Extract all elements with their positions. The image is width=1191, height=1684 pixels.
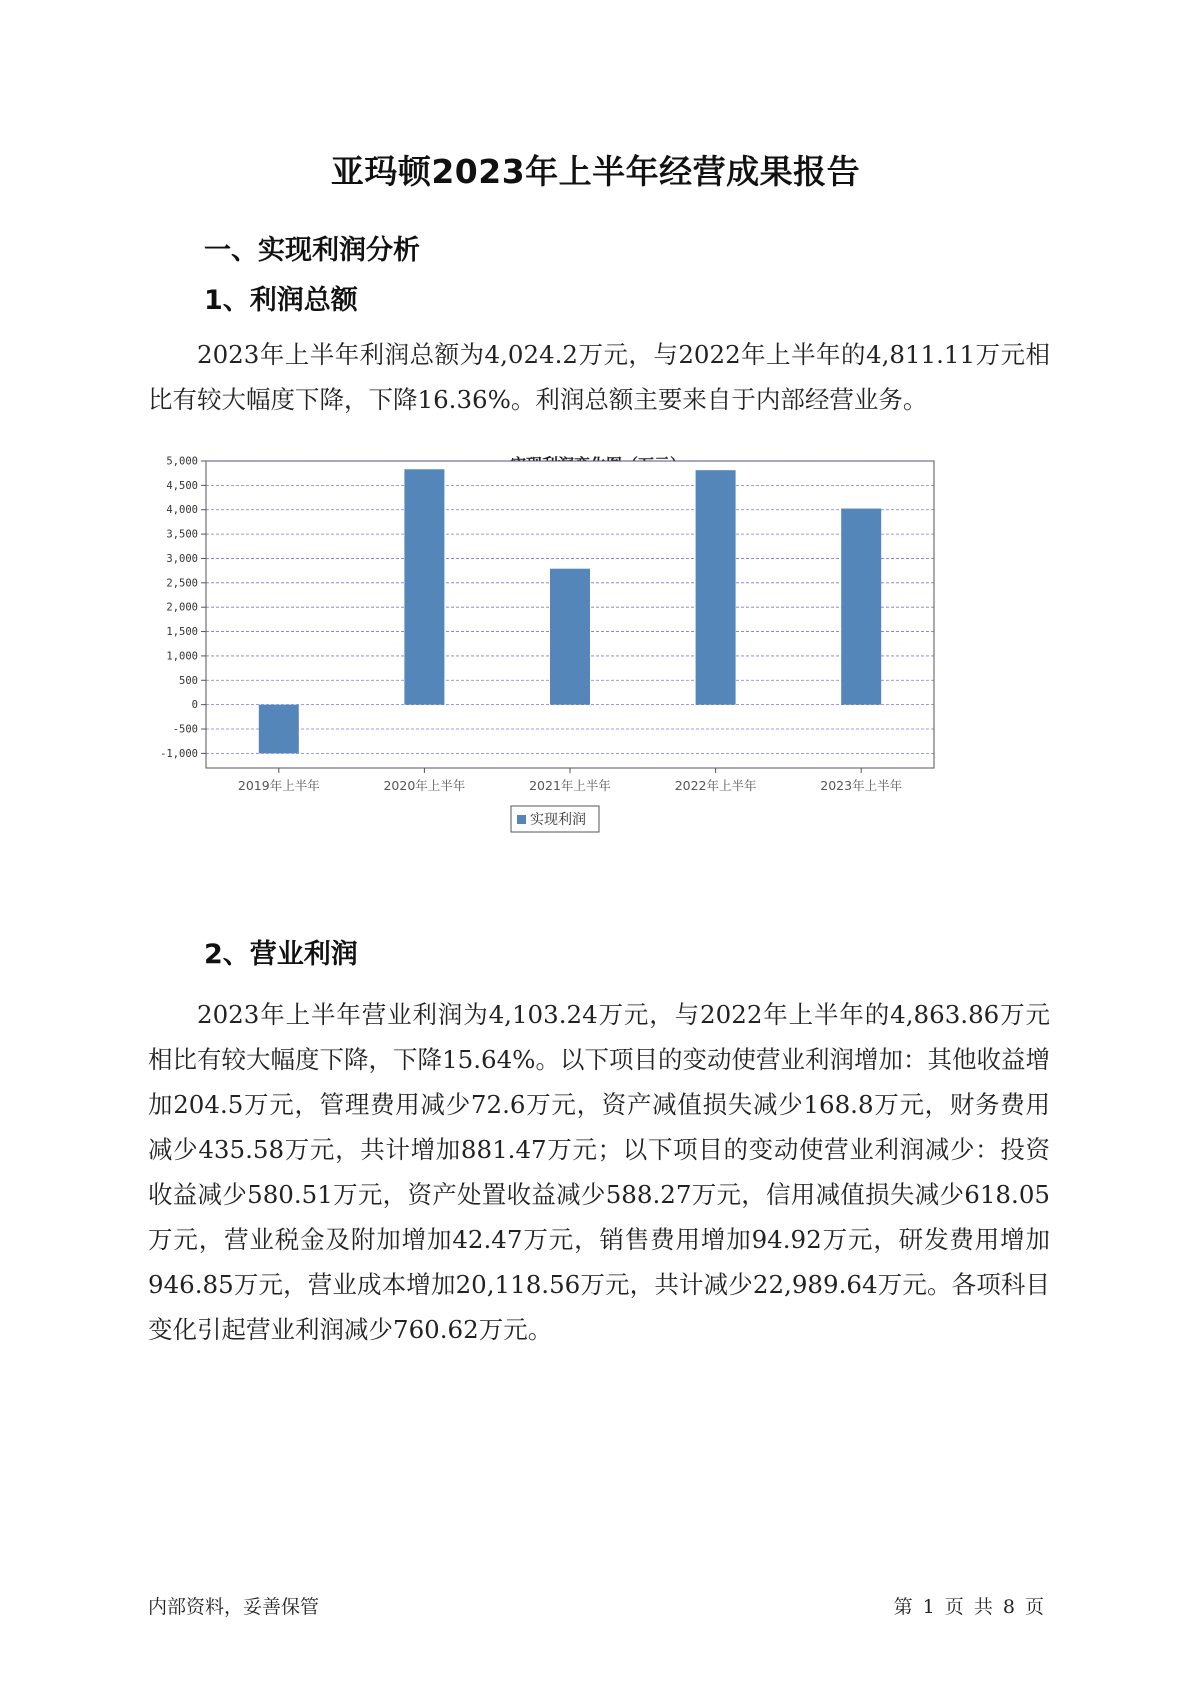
footer-confidential-note: 内部资料，妥善保管: [148, 1596, 320, 1618]
bar-3: [550, 569, 590, 705]
y-tick-label: 3,500: [166, 528, 198, 541]
y-tick-label: 4,500: [166, 479, 198, 492]
x-category-label: 2023年上半年: [820, 778, 903, 793]
bar-2: [404, 469, 444, 704]
bar-1: [259, 705, 299, 754]
subheading-operating-profit: 2、营业利润: [204, 939, 358, 970]
y-tick-label: 500: [179, 674, 198, 687]
legend-swatch: [517, 815, 526, 824]
x-category-label: 2022年上半年: [674, 778, 757, 793]
subheading-total-profit: 1、利润总额: [204, 285, 358, 316]
profit-chart: [148, 448, 1048, 908]
section-heading-profit-analysis: 一、实现利润分析: [204, 235, 420, 266]
y-tick-label: 1,000: [166, 650, 198, 663]
x-category-label: 2021年上半年: [529, 778, 611, 793]
x-category-label: 2019年上半年: [237, 778, 320, 793]
paragraph-total-profit: 2023年上半年利润总额为4,024.2万元，与2022年上半年的4,811.11万元相比有较大幅度下降，下降16.36%。利润总额主要来自于内部经营业务。: [148, 340, 1050, 414]
y-tick-label: 2,000: [166, 601, 198, 614]
y-tick-label: -500: [172, 723, 198, 736]
paragraph-operating-profit: 2023年上半年营业利润为4,103.24万元，与2022年上半年的4,863.86万元相比有较大幅度下降，下降15.64%。以下项目的变动使营业利润增加：其他收益增加204.5万元，管理费用减少72.6万元，资产减值损失减少168.8万元，财务费用减少435.58万元，共计增加881.47万元；以下项目的变动使营业利润减少：投资收益减少580.51万元，资产处置收益减少588.27万元，信用减值损失减少618.05万元，营业税金及附加增加42.47万元，销售费用增加94.92万元，研发费用增加946.85万元，营业成本增加20,118.56万元，共计减少22,989.64万元。各项科目变化引起营业利润减少760.62万元。: [148, 1000, 1050, 1344]
chart-canvas: [148, 448, 1048, 908]
bar-4: [696, 470, 736, 704]
y-tick-label: 4,000: [166, 504, 198, 517]
y-tick-label: 0: [191, 699, 198, 712]
legend-label: 实现利润: [530, 812, 586, 828]
y-tick-label: 5,000: [166, 455, 198, 468]
y-tick-label: 3,000: [166, 552, 198, 565]
x-category-label: 2020年上半年: [383, 778, 466, 793]
bar-5: [841, 509, 881, 705]
y-tick-label: -1,000: [160, 747, 198, 760]
y-tick-label: 2,500: [166, 577, 198, 590]
y-tick-label: 1,500: [166, 626, 198, 639]
document-title: 亚玛顿2023年上半年经营成果报告: [330, 152, 861, 191]
footer-page-number: 第 1 页 共 8 页: [893, 1596, 1044, 1618]
